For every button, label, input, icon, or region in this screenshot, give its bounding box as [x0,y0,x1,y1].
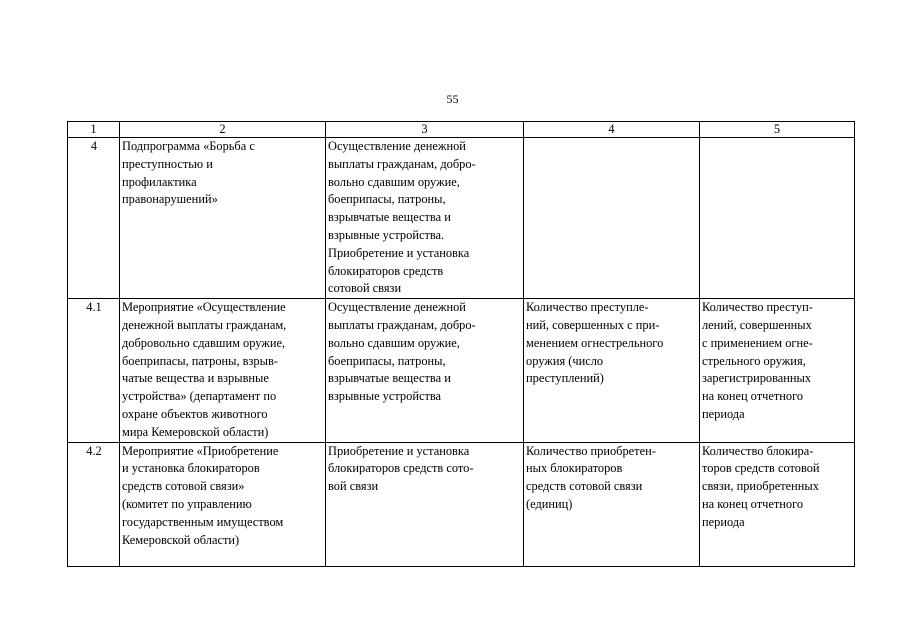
header-cell-1: 1 [68,122,120,138]
row-number-cell: 4.2 [68,442,120,566]
page-number: 55 [446,92,459,106]
indicator-name-cell [524,138,700,299]
activity-description-cell: Осуществление денежной выплаты гражданам, добро- вольно сдавшим оружие, боеприпасы, патроны, взрывчатые вещества и взрывные устройства [326,299,524,442]
table-header-row [68,122,855,138]
indicator-name-cell: Количество приобретен- ных блокираторов средств сотовой связи (единиц) [524,442,700,566]
program-name-cell: Мероприятие «Осуществление денежной выплаты гражданам, добровольно сдавшим оружие, боеприпасы, патроны, взрыв- чатые вещества и взрывные устройства» (департамент по охране объектов животного мира Кемеровской области) [120,299,326,442]
row-number-cell: 4 [68,138,120,299]
activity-description-cell: Осуществление денежной выплаты гражданам, добро- вольно сдавшим оружие, боеприпасы, патроны, взрывчатые вещества и взрывные устройства. Приобретение и установка блокираторов средств сотовой связи [326,138,524,299]
indicator-method-cell [700,138,855,299]
table-row [68,299,855,442]
indicator-method-cell: Количество преступ- лений, совершенных с применением огне- стрельного оружия, зарегистрированных на конец отчетного периода [700,299,855,442]
indicator-method-cell: Количество блокира- торов средств сотовой связи, приобретенных на конец отчетного периода [700,442,855,566]
table-row [68,138,855,299]
table-row [68,442,855,566]
header-cell-3: 3 [326,122,524,138]
indicator-name-cell: Количество преступле- ний, совершенных с при- менением огнестрельного оружия (число преступлений) [524,299,700,442]
row-number-cell: 4.1 [68,299,120,442]
header-cell-4: 4 [524,122,700,138]
header-cell-2: 2 [120,122,326,138]
program-name-cell: Мероприятие «Приобретение и установка блокираторов средств сотовой связи» (комитет по управлению государственным имуществом Кемеровской области) [120,442,326,566]
program-table [67,121,855,567]
program-name-cell: Подпрограмма «Борьба с преступностью и профилактика правонарушений» [120,138,326,299]
header-cell-5: 5 [700,122,855,138]
activity-description-cell: Приобретение и установка блокираторов средств сото- вой связи [326,442,524,566]
